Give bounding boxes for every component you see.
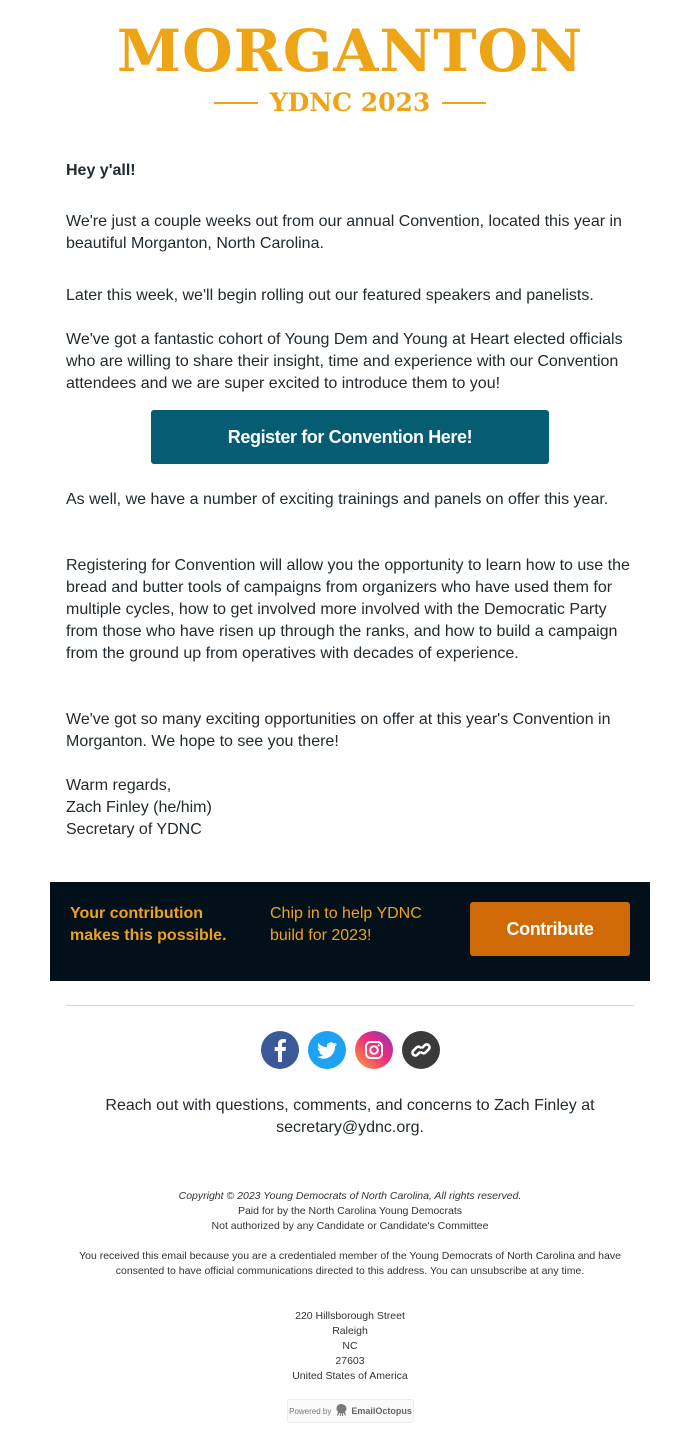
contribution-message: Chip in to help YDNC build for 2023!: [270, 905, 422, 944]
signoff-name: Zach Finley (he/him): [66, 799, 212, 816]
address-state: NC: [342, 1340, 358, 1352]
copyright-text: Copyright © 2023 Young Democrats of North Carolina, All rights reserved.: [178, 1190, 522, 1202]
logo-dash-left: [214, 102, 258, 104]
not-authorized-text: Not authorized by any Candidate or Candidate's Committee: [211, 1220, 489, 1232]
signoff-closing: Warm regards,: [66, 777, 172, 794]
paragraph-intro: We're just a couple weeks out from our annual Convention, located this year in beautiful Morganton, North Carolina.: [66, 213, 622, 252]
address-city: Raleigh: [332, 1325, 368, 1337]
address-zip: 27603: [335, 1355, 365, 1367]
powered-by-brand: EmailOctopus: [351, 1406, 412, 1416]
instagram-icon[interactable]: [355, 1031, 393, 1069]
contribution-headline: Your contribution makes this possible.: [70, 905, 227, 944]
address-street: 220 Hillsborough Street: [295, 1310, 405, 1322]
link-icon[interactable]: [402, 1031, 440, 1069]
contribute-button[interactable]: Contribute: [470, 902, 630, 956]
paragraph-cohort: We've got a fantastic cohort of Young Dem and Young at Heart elected officials who are willing to share their insight, time and experience with our Convention attendees and we are super excited to introduce them to you!: [66, 331, 623, 392]
paragraph-opportunities: We've got so many exciting opportunities on offer at this year's Convention in Morganton. We hope to see you there!: [66, 711, 611, 750]
signoff-title: Secretary of YDNC: [66, 821, 202, 838]
register-convention-button[interactable]: Register for Convention Here!: [151, 410, 549, 464]
twitter-icon[interactable]: [308, 1031, 346, 1069]
subscription-notice: You received this email because you are a credentialed member of the Young Democrats of North Carolina and have consented to have official communications directed to this address. You can unsubscribe at any time.: [79, 1250, 621, 1277]
logo-subtitle: YDNC 2023: [269, 88, 431, 117]
greeting: Hey y'all!: [66, 162, 136, 179]
footer-divider: [66, 1005, 634, 1006]
contribution-banner: [50, 882, 650, 981]
social-links: [0, 1031, 700, 1069]
logo-dash-right: [442, 102, 486, 104]
octopus-icon: [335, 1403, 347, 1419]
address-country: United States of America: [292, 1370, 408, 1382]
facebook-icon[interactable]: [261, 1031, 299, 1069]
mailing-address: [70, 1309, 630, 1384]
paragraph-trainings: As well, we have a number of exciting trainings and panels on offer this year.: [66, 491, 609, 508]
paragraph-speakers: Later this week, we'll begin rolling out our featured speakers and panelists.: [66, 287, 594, 304]
morganton-ydnc-logo: [0, 18, 700, 118]
contact-text: Reach out with questions, comments, and concerns to Zach Finley at secretary@ydnc.org.: [105, 1097, 595, 1136]
paragraph-registering: Registering for Convention will allow you the opportunity to learn how to use the bread and butter tools of campaigns from organizers who have used them for multiple cycles, how to get involved more involved with the Democratic Party from those who have risen up through the ranks, and how to build a campaign from the ground up from operatives with decades of experience.: [66, 557, 630, 662]
logo-title: MORGANTON: [116, 17, 584, 85]
powered-by-label: Powered by: [289, 1406, 332, 1416]
powered-by-emailoctopus-badge[interactable]: [287, 1399, 414, 1423]
paid-for-text: Paid for by the North Carolina Young Democrats: [237, 1205, 463, 1217]
footer-legal: [70, 1189, 630, 1234]
logo-subtitle-row: [0, 88, 700, 118]
signoff: [66, 775, 636, 841]
